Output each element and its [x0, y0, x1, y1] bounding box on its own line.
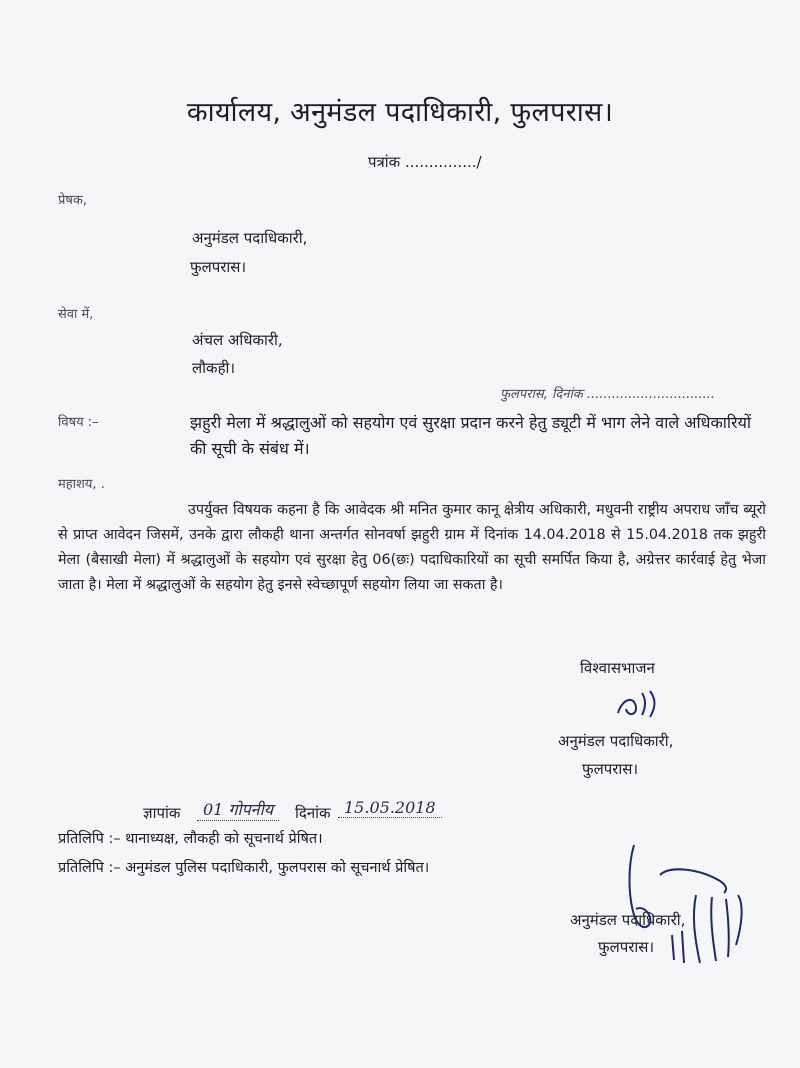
officer-signature — [600, 835, 760, 975]
body-paragraph: उपर्युक्त विषयक कहना है कि आवेदक श्री मनित कुमार कानू क्षेत्रीय अधिकारी, मधुवनी राष्ट्रीय अपराध जाँच ब्यूरो से प्राप्त आवेदन जिसमें, उनके द्वारा लौकही थाना अन्तर्गत सोनवर्षा झहुरी ग्राम में दिनांक 14.04.2018 से 15.04.2018 तक झहुरी मेला (बैसाखी मेला) में श्रद्धालुओं के सहयोग एवं सुरक्षा हेतु 06(छः) पदाधिकारियों का सूची समर्पित किया है, अग्रेत्तर कार्रवाई हेतु भेजा जाता है। मेला में श्रद्धालुओं के सहयोग हेतु इनसे स्वेच्छापूर्ण सहयोग लिया जा सकता है। — [58, 502, 766, 593]
sender-label: प्रेषक, — [58, 193, 88, 208]
copy-line-2: प्रतिलिपि :– अनुमंडल पुलिस पदाधिकारी, फुलपरास को सूचनार्थ प्रेषित। — [58, 860, 430, 876]
final-designation: अनुमंडल पदाधिकारी, — [570, 911, 686, 929]
closing-place: फुलपरास। — [582, 760, 639, 778]
valediction: विश्वासभाजन — [580, 659, 655, 677]
signature-initials — [612, 685, 672, 725]
sender-place: फुलपरास। — [190, 258, 247, 276]
closing-designation: अनुमंडल पदाधिकारी, — [558, 732, 674, 750]
salutation: महाशय, . — [58, 477, 105, 492]
memo-date-label: दिनांक — [295, 804, 331, 822]
memo-date: 15.05.2018 — [338, 798, 442, 818]
final-place: फुलपरास। — [598, 938, 655, 956]
subject-label: विषय :– — [58, 415, 99, 430]
date-line: फुलपरास, दिनांक ............................... — [500, 387, 716, 402]
recipient-place: लौकही। — [192, 359, 236, 377]
office-title: कार्यालय, अनुमंडल पदाधिकारी, फुलपरास। — [186, 97, 614, 128]
copy-line-1: प्रतिलिपि :– थानाध्यक्ष, लौकही को सूचनार्थ प्रेषित। — [58, 831, 323, 847]
recipient-name: अंचल अधिकारी, — [192, 331, 283, 349]
recipient-label: सेवा में, — [58, 307, 94, 322]
sender-name: अनुमंडल पदाधिकारी, — [192, 229, 308, 247]
reference-number: पत्रांक .............../ — [368, 153, 482, 171]
memo-label: ज्ञापांक — [143, 804, 181, 822]
subject-text: झहुरी मेला में श्रद्धालुओं को सहयोग एवं सुरक्षा प्रदान करने हेतु ड्यूटी में भाग लेने वाले अधिकारियों की सूची के संबंध में। — [190, 413, 752, 458]
memo-number: 01 गोपनीय — [197, 798, 279, 821]
